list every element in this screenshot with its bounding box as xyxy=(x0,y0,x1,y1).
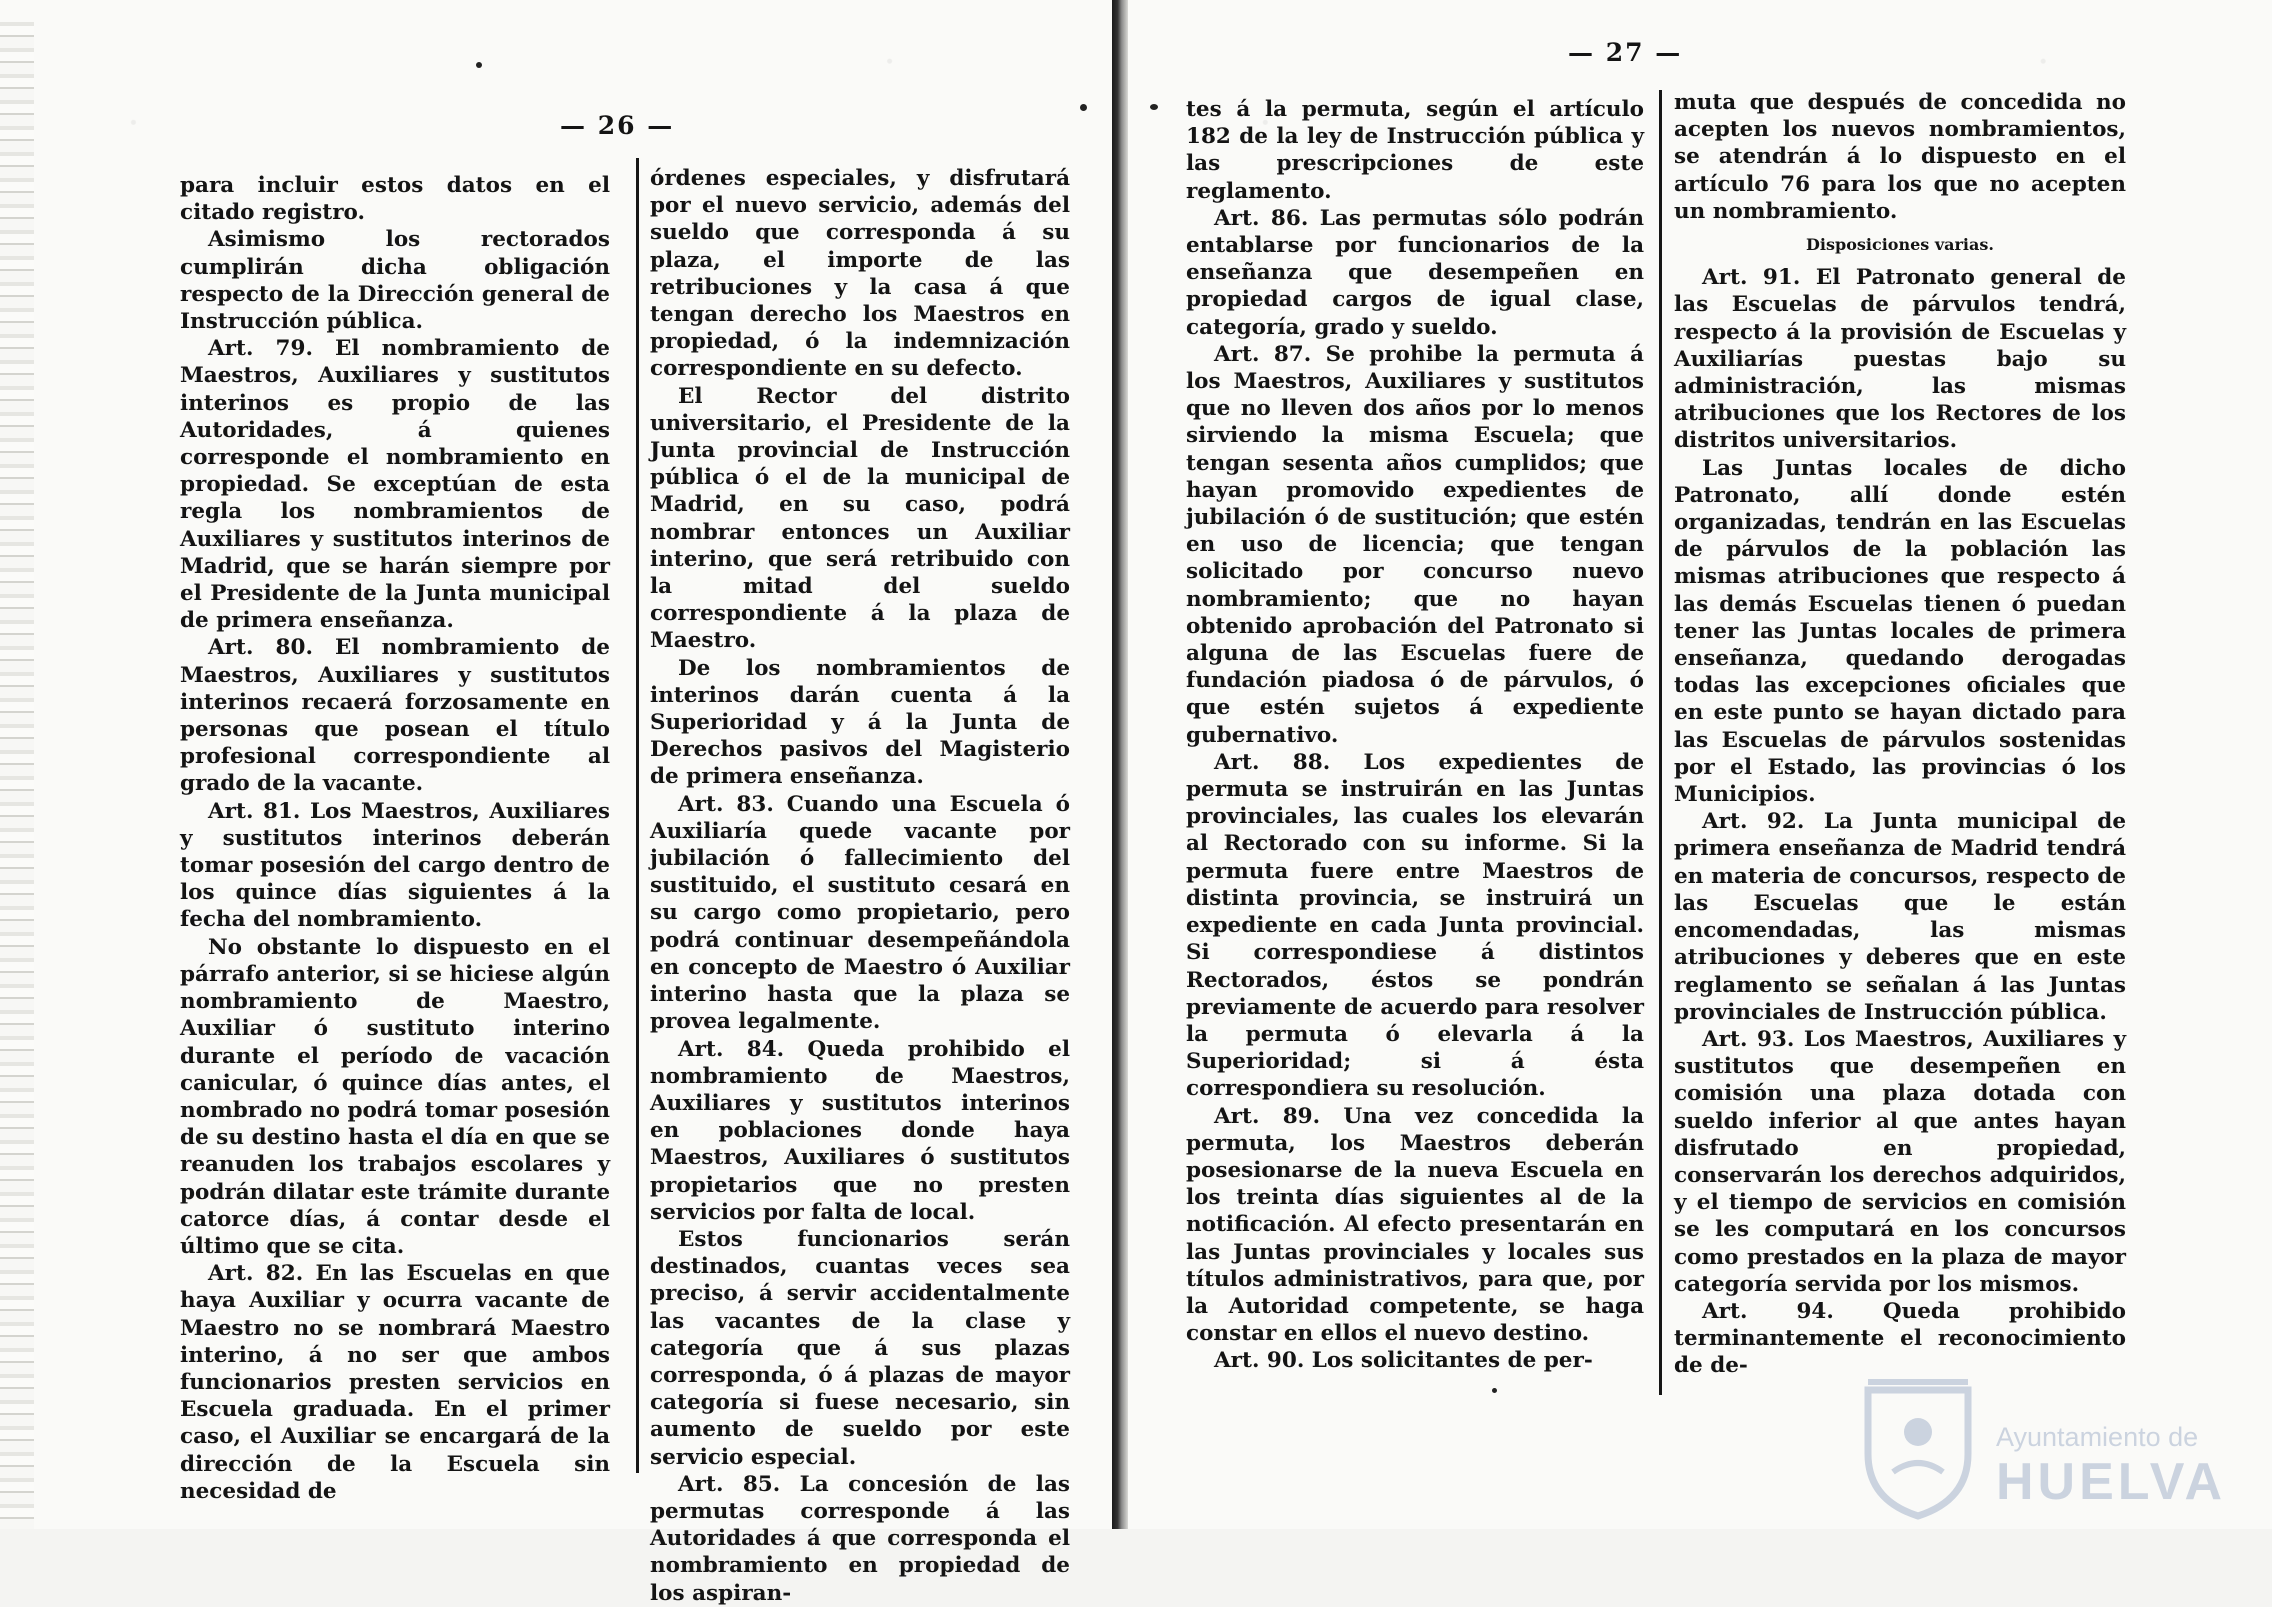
page-number-right: — 27 — xyxy=(1568,38,1683,67)
right-page-column-1 xyxy=(1186,96,1644,1375)
paragraph: Art. 83. Cuando una Escuela ó Auxiliaría quede vacante por jubilación ó fallecimiento del sustituido, el sustituto cesará en su cargo como propietario, pero podrá continuar desempeñándola en concepto de Maestro ó Auxiliar interino hasta que la plaza se provea legalmente. xyxy=(650,791,1070,1035)
ink-speck xyxy=(1080,104,1087,111)
paragraph: Art. 93. Los Maestros, Auxiliares y sustitutos que desempeñen en comisión una plaza dotada con sueldo inferior al que antes hayan disfrutado en propiedad, conservarán los derechos adquiridos, y el tiempo de servicios en comisión se les computará en los concursos como prestados en la plaza de mayor categoría servida por los mismos. xyxy=(1674,1026,2126,1297)
right-page xyxy=(1128,0,2272,1529)
paragraph: Art. 79. El nombramiento de Maestros, Auxiliares y sustitutos interinos es propio de las Autoridades, á quienes corresponde el nombramiento en propiedad. Se exceptúan de esta regla los nombramientos de Auxiliares y sustitutos interinos de Madrid, que se harán siempre por el Presidente de la Junta municipal de primera enseñanza. xyxy=(180,336,610,634)
paragraph: Art. 80. El nombramiento de Maestros, Auxiliares y sustitutos interinos recaerá forzosamente en personas que posean el título profesional correspondiente al grado de la vacante. xyxy=(180,635,610,797)
paragraph: No obstante lo dispuesto en el párrafo anterior, si se hiciese algún nombramiento de Maestro, Auxiliar ó sustituto interino durante el período de vacación canicular, ó quince días antes, el nombrado no podrá tomar posesión de su destino hasta el día en que se reanuden los trabajos escolares y podrán dilatar este trámite durante catorce días, á contar desde el último que se cita. xyxy=(180,934,610,1259)
paragraph: tes á la permuta, según el artículo 182 de la ley de Instrucción pública y las prescripciones de este reglamento. xyxy=(1186,97,1644,204)
paragraph: Art. 85. La concesión de las permutas corresponde á las Autoridades á que corresponda el nombramiento en propiedad de los aspiran- xyxy=(650,1471,1070,1606)
paragraph: Art. 94. Queda prohibido terminantemente el reconocimiento de de- xyxy=(1674,1298,2126,1379)
huelva-watermark xyxy=(1858,1372,2227,1522)
right-page-column-2 xyxy=(1674,89,2126,1380)
column-rule-right xyxy=(1659,90,1662,1395)
paragraph: órdenes especiales, y disfrutará por el nuevo servicio, además del sueldo que corresponda á su plaza, el importe de las retribuciones y la casa á que tengan derecho los Maestros en propiedad, ó la indemnización correspondiente en su defecto. xyxy=(650,166,1070,382)
paragraph: Art. 91. El Patronato general de las Escuelas de párvulos tendrá, respecto á la provisión de Escuelas y Auxiliarías puestas bajo su administración, las mismas atribuciones que los Rectores de los distritos universitarios. xyxy=(1674,265,2126,454)
left-page-column-1 xyxy=(180,172,610,1505)
paragraph: muta que después de concedida no acepten los nuevos nombramientos, se atendrán á lo dispuesto en el artículo 76 para los que no acepten un nombramiento. xyxy=(1674,90,2126,224)
paragraph: Art. 82. En las Escuelas en que haya Auxiliar y ocurra vacante de Maestro no se nombrará Maestro interino, á no ser que ambos funcionarios presten servicios en Escuela graduada. En el primer caso, el Auxiliar se encargará de la dirección de la Escuela sin necesidad de xyxy=(180,1261,610,1504)
watermark-line2: HUELVA xyxy=(1996,1453,2227,1511)
scan-left-edge xyxy=(0,22,34,1529)
watermark-line1: Ayuntamiento de xyxy=(1996,1422,2199,1452)
coat-of-arms-icon xyxy=(1858,1372,1978,1520)
paragraph: Art. 81. Los Maestros, Auxiliares y sustitutos interinos deberán tomar posesión del cargo dentro de los quince días siguientes á la fecha del nombramiento. xyxy=(180,798,610,933)
paragraph: Art. 86. Las permutas sólo podrán entablarse por funcionarios de la enseñanza que desempeñen en propiedad cargos de igual clase, categoría, grado y sueldo. xyxy=(1186,205,1644,340)
ink-speck xyxy=(476,62,482,68)
page-number-left: — 26 — xyxy=(560,111,675,140)
ink-speck xyxy=(1492,1388,1497,1393)
paragraph: Art. 89. Una vez concedida la permuta, los Maestros deberán posesionarse de la nueva Escuela en los treinta días siguientes al de la notificación. Al efecto presentarán en las Juntas provinciales y locales sus títulos administrativos, para que, por la Autoridad competente, se haga constar en ellos el nuevo destino. xyxy=(1186,1103,1644,1347)
paragraph: Art. 88. Los expedientes de permuta se instruirán en las Juntas provinciales, las cuales los elevarán al Rectorado con su informe. Si la permuta fuere entre Maestros de distinta provincia, se instruirá un expediente en cada Junta provincial. Si correspondiese á distintos Rectorados, éstos se pondrán previamente de acuerdo para resolver la permuta ó elevarla á la Superioridad; si á ésta correspondiera su resolución. xyxy=(1186,749,1644,1102)
paragraph: para incluir estos datos en el citado registro. xyxy=(180,173,610,226)
paragraph: Las Juntas locales de dicho Patronato, allí donde estén organizadas, tendrán en las Escuelas de párvulos de la población las mismas atribuciones que respecto á las demás Escuelas tienen ó puedan tener las Juntas locales de primera enseñanza, quedando derogadas todas las excepciones oficiales que en este punto se hayan dictado para las Escuelas de párvulos sostenidas por el Estado, las provincias ó los Municipios. xyxy=(1674,455,2126,808)
paragraph: De los nombramientos de interinos darán cuenta á la Superioridad y á la Junta de Derechos pasivos del Magisterio de primera enseñanza. xyxy=(650,655,1070,790)
paragraph: Art. 90. Los solicitantes de per- xyxy=(1214,1348,1593,1374)
paragraph: Art. 87. Se prohibe la permuta á los Maestros, Auxiliares y sustitutos que no lleven dos años por lo menos sirviendo la misma Escuela; que tengan sesenta años cumplidos; que hayan promovido expedientes de jubilación ó de sustitución; que estén en uso de licencia; que tengan solicitado por concurso nuevo nombramiento; que no hayan obtenido aprobación del Patronato si alguna de las Escuelas fuere de fundación piadosa ó de párvulos, ó que estén sujetos á expediente gubernativo. xyxy=(1186,341,1644,748)
paragraph: El Rector del distrito universitario, el Presidente de la Junta provincial de Instrucción pública ó el de la municipal de Madrid, en su caso, podrá nombrar entonces un Auxiliar interino, que será retribuido con la mitad del sueldo correspondiente á la plaza de Maestro. xyxy=(650,383,1070,654)
paragraph: Art. 84. Queda prohibido el nombramiento de Maestros, Auxiliares y sustitutos interinos en poblaciones donde haya Maestros, Auxiliares ó sustitutos propietarios que no presten servicios por falta de local. xyxy=(650,1036,1070,1225)
paragraph: Art. 92. La Junta municipal de primera enseñanza de Madrid tendrá en materia de concursos, respecto de las Escuelas que le están encomendadas, las mismas atribuciones y deberes que en este reglamento se señalan á las Juntas provinciales de Instrucción pública. xyxy=(1674,809,2126,1025)
column-rule-left xyxy=(636,158,639,1473)
paragraph: Asimismo los rectorados cumplirán dicha obligación respecto de la Dirección general de Instrucción pública. xyxy=(180,227,610,335)
section-heading: Disposiciones varias. xyxy=(1806,235,1994,255)
ink-speck xyxy=(1150,104,1158,110)
book-gutter xyxy=(1112,0,1128,1529)
paragraph: Estos funcionarios serán destinados, cuantas veces sea preciso, á servir accidentalmente las vacantes de la clase y categoría que á sus plazas corresponda, ó á plazas de mayor categoría si fuese necesario, sin aumento de sueldo por este servicio especial. xyxy=(650,1226,1070,1470)
left-page xyxy=(0,0,1112,1606)
left-page-column-2 xyxy=(650,165,1070,1607)
